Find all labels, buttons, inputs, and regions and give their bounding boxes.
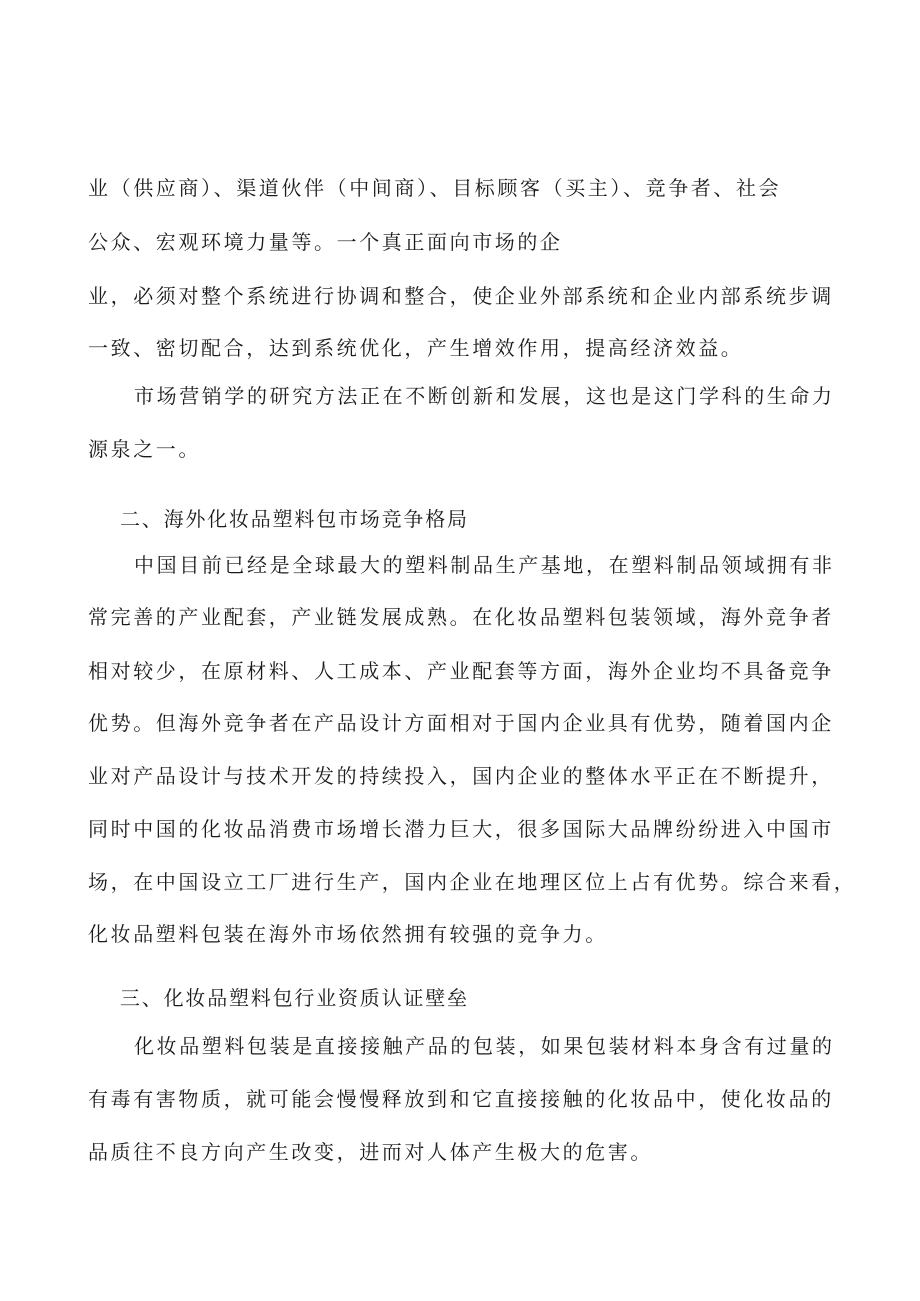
body-text-line: 一致、密切配合，达到系统优化，产生增效作用，提高经济效益。 [88,336,744,360]
body-text-line: 常完善的产业配套，产业链发展成熟。在化妆品塑料包装领域，海外竞争者 [88,605,834,629]
body-text-line: 公众、宏观环境力量等。一个真正面向市场的企 [88,230,563,254]
body-text-line: 源泉之一。 [88,437,201,461]
body-text-line: 相对较少，在原材料、人工成本、产业配套等方面，海外企业均不具备竞争 [88,659,834,683]
body-text-line: 中国目前已经是全球最大的塑料制品生产基地，在塑料制品领域拥有非 [134,553,835,577]
body-text-line: 优势。但海外竞争者在产品设计方面相对于国内企业具有优势，随着国内企 [88,711,834,735]
section-heading: 二、海外化妆品塑料包市场竞争格局 [120,507,469,531]
body-text-line: 同时中国的化妆品消费市场增长潜力巨大，很多国际大品牌纷纷进入中国市 [88,817,834,841]
section-heading: 三、化妆品塑料包行业资质认证壁垒 [120,986,469,1010]
body-text-line: 市场营销学的研究方法正在不断创新和发展，这也是这门学科的生命力 [134,384,835,408]
body-text-line: 有毒有害物质，就可能会慢慢释放到和它直接接触的化妆品中，使化妆品的 [88,1087,834,1111]
body-text-line: 业（供应商）、渠道伙伴（中间商）、目标顾客（买主）、竞争者、社会 [88,176,782,200]
body-text-line: 业对产品设计与技术开发的持续投入，国内企业的整体水平正在不断提升， [88,764,834,788]
body-text-line: 业，必须对整个系统进行协调和整合，使企业外部系统和企业内部系统步调 [88,284,834,308]
body-text-line: 品质往不良方向产生改变，进而对人体产生极大的危害。 [88,1140,653,1164]
body-text-line: 场，在中国设立工厂进行生产，国内企业在地理区位上占有优势。综合来看， [88,870,857,894]
body-text-line: 化妆品塑料包装是直接接触产品的包装，如果包装材料本身含有过量的 [134,1034,835,1058]
body-text-line: 化妆品塑料包装在海外市场依然拥有较强的竞争力。 [88,922,608,946]
